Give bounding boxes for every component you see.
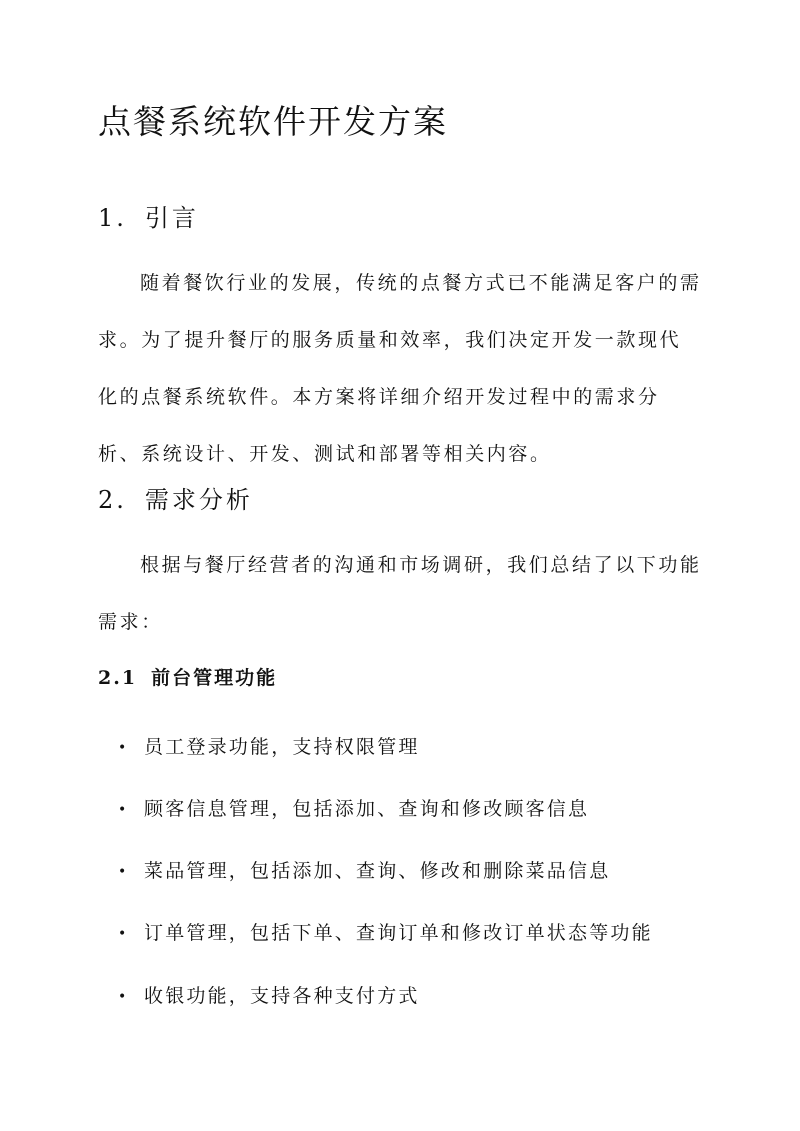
list-item xyxy=(118,794,589,821)
bullet-icon: • xyxy=(118,926,129,942)
section-1-paragraph: 随着餐饮行业的发展，传统的点餐方式已不能满足客户的需求。为了提升餐厅的服务质量和效率，我们决定开发一款现代化的点餐系统软件。本方案将详细介绍开发过程中的需求分析、系统设计、开发、测试和部署等相关内容。 xyxy=(98,272,702,465)
list-item xyxy=(118,732,420,759)
subsection-2-1-title: 前台管理功能 xyxy=(151,667,278,689)
section-2-heading xyxy=(98,480,253,515)
list-item-text: 菜品管理，包括添加、查询、修改和删除菜品信息 xyxy=(144,860,611,882)
section-2-title: 需求分析 xyxy=(144,486,253,514)
list-item-text: 员工登录功能，支持权限管理 xyxy=(144,736,420,758)
list-item-text: 顾客信息管理，包括添加、查询和修改顾客信息 xyxy=(144,798,590,820)
list-item xyxy=(118,856,610,883)
section-1-heading xyxy=(98,198,199,233)
section-2-number: 2. xyxy=(98,486,127,514)
section-1-title: 引言 xyxy=(144,204,199,232)
section-1-number: 1. xyxy=(98,204,127,232)
bullet-icon: • xyxy=(118,989,129,1005)
subsection-2-1-heading xyxy=(98,663,277,690)
list-item-text: 收银功能，支持各种支付方式 xyxy=(144,985,420,1007)
list-item xyxy=(118,981,420,1008)
list-item-text: 订单管理，包括下单、查询订单和修改订单状态等功能 xyxy=(144,922,653,944)
bullet-icon: • xyxy=(118,864,129,880)
bullet-icon: • xyxy=(118,740,129,756)
section-2-paragraph: 根据与餐厅经营者的沟通和市场调研，我们总结了以下功能需求： xyxy=(98,554,702,633)
document-title: 点餐系统软件开发方案 xyxy=(98,102,448,141)
list-item xyxy=(118,918,653,945)
bullet-icon: • xyxy=(118,802,129,818)
subsection-2-1-number: 2.1 xyxy=(98,667,138,689)
